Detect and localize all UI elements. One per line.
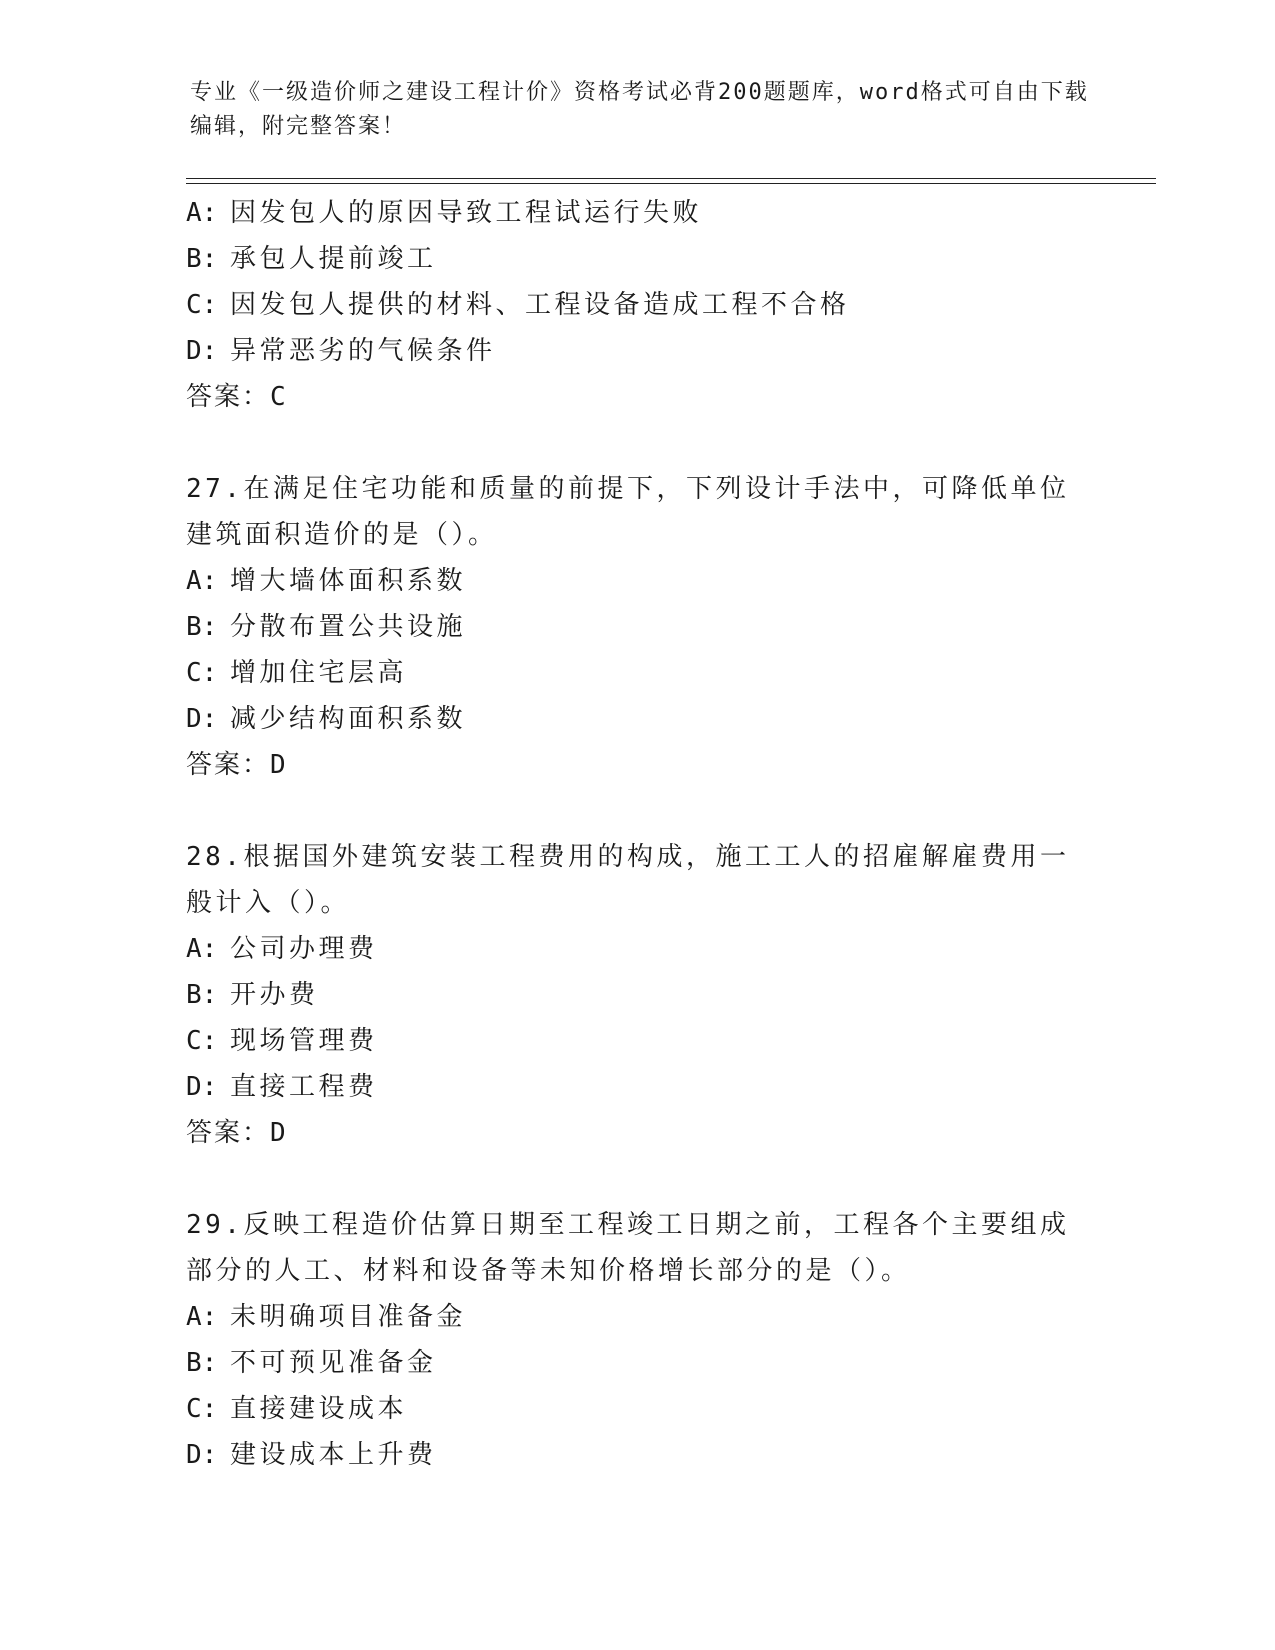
- option-text: 不可预见准备金: [230, 1348, 437, 1378]
- option-c: [186, 650, 1086, 696]
- option-d: [186, 1432, 1086, 1478]
- option-a: [186, 558, 1086, 604]
- option-text: 直接建设成本: [230, 1394, 408, 1424]
- question-list: [186, 190, 1086, 1524]
- option-key: D:: [186, 1440, 218, 1470]
- option-b: [186, 236, 1086, 282]
- answer-line: 答案：D: [186, 1118, 288, 1148]
- option-key: C:: [186, 1394, 218, 1424]
- option-text: 建设成本上升费: [230, 1440, 437, 1470]
- option-key: A:: [186, 934, 218, 964]
- option-key: A:: [186, 566, 218, 596]
- option-text: 异常恶劣的气候条件: [230, 336, 496, 366]
- option-key: A:: [186, 198, 218, 228]
- option-key: D:: [186, 1072, 218, 1102]
- option-key: A:: [186, 1302, 218, 1332]
- option-text: 增加住宅层高: [230, 658, 408, 688]
- question-27: [186, 466, 1086, 788]
- question-stem: 28.根据国外建筑安装工程费用的构成，施工工人的招雇解雇费用一般计入（）。: [186, 842, 1070, 918]
- option-c: [186, 1386, 1086, 1432]
- option-key: B:: [186, 612, 218, 642]
- option-text: 承包人提前竣工: [230, 244, 437, 274]
- option-d: [186, 696, 1086, 742]
- option-d: [186, 328, 1086, 374]
- option-text: 减少结构面积系数: [230, 704, 467, 734]
- option-text: 未明确项目准备金: [230, 1302, 467, 1332]
- option-b: [186, 1340, 1086, 1386]
- option-text: 直接工程费: [230, 1072, 378, 1102]
- question-26-continued: [186, 190, 1086, 420]
- option-a: [186, 190, 1086, 236]
- option-key: C:: [186, 290, 218, 320]
- option-text: 因发包人提供的材料、工程设备造成工程不合格: [230, 290, 850, 320]
- option-key: C:: [186, 1026, 218, 1056]
- option-key: B:: [186, 244, 218, 274]
- option-text: 增大墙体面积系数: [230, 566, 467, 596]
- question-28: [186, 834, 1086, 1156]
- option-key: D:: [186, 704, 218, 734]
- option-b: [186, 604, 1086, 650]
- answer-line: 答案：C: [186, 382, 288, 412]
- header-rule-bottom: [186, 183, 1156, 184]
- option-c: [186, 282, 1086, 328]
- header-rule-top: [186, 178, 1156, 179]
- option-text: 分散布置公共设施: [230, 612, 467, 642]
- option-a: [186, 1294, 1086, 1340]
- page-header-text: 专业《一级造价师之建设工程计价》资格考试必背200题题库，word格式可自由下载编辑，附完整答案！: [190, 80, 1089, 139]
- option-c: [186, 1018, 1086, 1064]
- option-text: 公司办理费: [230, 934, 378, 964]
- option-a: [186, 926, 1086, 972]
- question-stem: 29.反映工程造价估算日期至工程竣工日期之前，工程各个主要组成部分的人工、材料和设备等未知价格增长部分的是（）。: [186, 1210, 1070, 1286]
- question-29: [186, 1202, 1086, 1478]
- option-b: [186, 972, 1086, 1018]
- option-text: 开办费: [230, 980, 319, 1010]
- option-d: [186, 1064, 1086, 1110]
- option-key: B:: [186, 980, 218, 1010]
- question-stem: 27.在满足住宅功能和质量的前提下，下列设计手法中，可降低单位建筑面积造价的是（）。: [186, 474, 1070, 550]
- answer-line: 答案：D: [186, 750, 288, 780]
- option-key: C:: [186, 658, 218, 688]
- option-text: 现场管理费: [230, 1026, 378, 1056]
- option-key: B:: [186, 1348, 218, 1378]
- option-text: 因发包人的原因导致工程试运行失败: [230, 198, 703, 228]
- option-key: D:: [186, 336, 218, 366]
